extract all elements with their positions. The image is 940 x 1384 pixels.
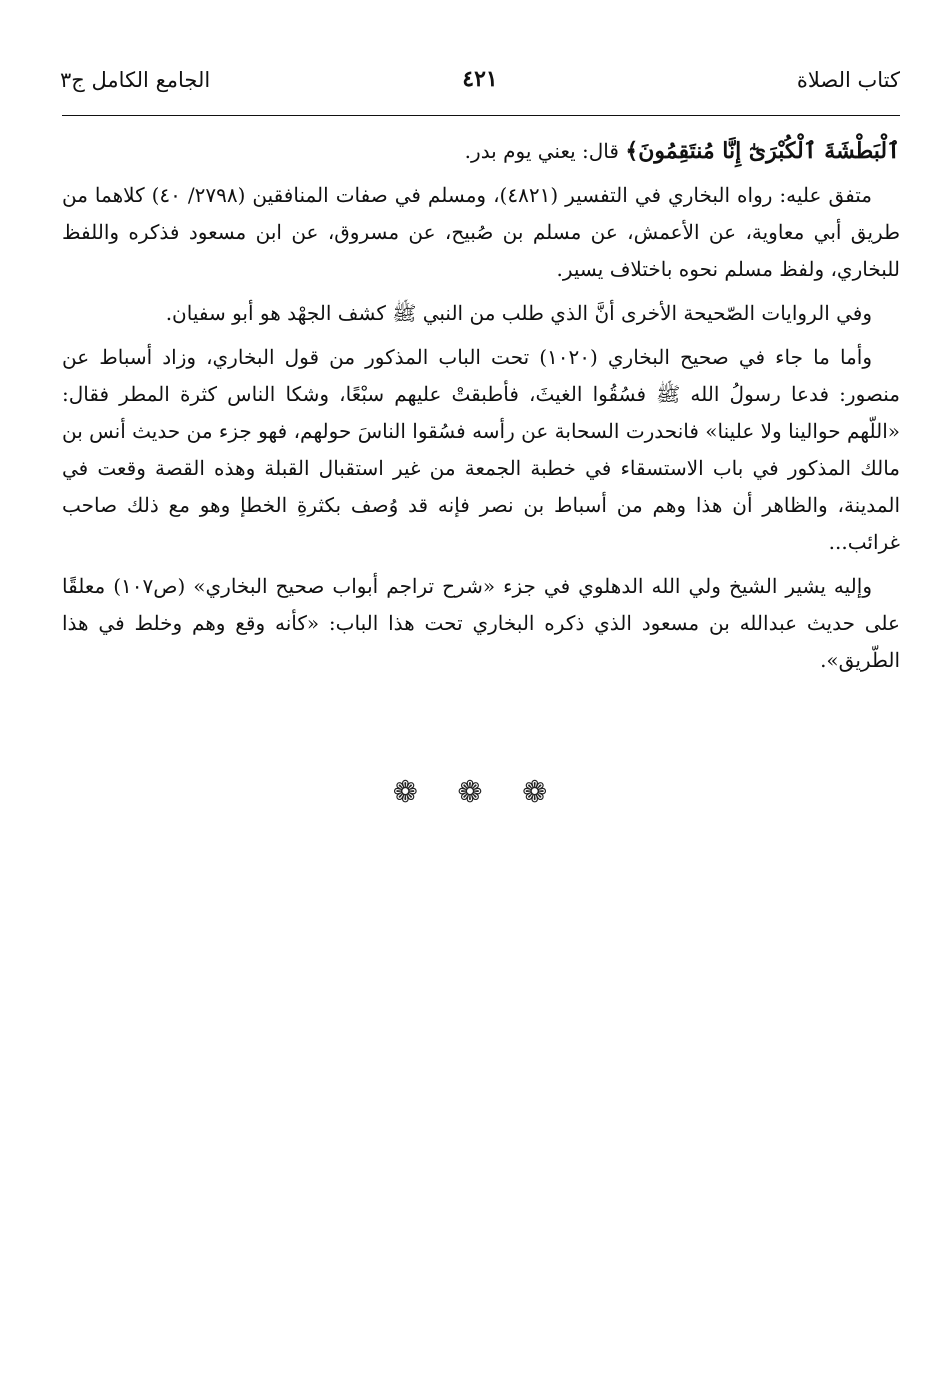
verse-comment: قال: يعني يوم بدر. [464, 139, 626, 163]
paragraph-bukhari-note: وأما ما جاء في صحيح البخاري (١٠٢٠) تحت الباب المذكور من قول البخاري، وزاد أسباط عن منصور: فدعا رسولُ الله ﷺ فسُقُوا الغيثَ، فأطبقتْ عليهم سبْعًا، وشكا الناس كثرة المطر فقال: «اللّهم حوالينا ولا علينا» فانحدرت السحابة عن رأسه فسُقوا الناسَ حولهم، فهو جزء من حديث أنس بن مالك المذكور في باب الاستسقاء في خطبة الجمعة من غير استقبال القبلة وهذه القصة وقعت في المدينة، والظاهر أن هذا وهم من أسباط بن نصر فإنه قد وُصف بكثرةِ الخطإ وهو مع ذلك صاحب غرائب... [62, 345, 900, 554]
volume-title: الجامع الكامل ج٣ [60, 68, 211, 92]
verse-paragraph [62, 133, 900, 170]
page-number: ٤٢١ [462, 66, 498, 92]
running-header [60, 62, 900, 102]
paragraph-other-narrations: وفي الروايات الصّحيحة الأخرى أنَّ الذي طلب من النبي ﷺ كشف الجهْد هو أبو سفيان. [165, 301, 872, 325]
paragraph-takhrij: متفق عليه: رواه البخاري في التفسير (٤٨٢١)، ومسلم في صفات المنافقين (٢٧٩٨/ ٤٠) كلاهما من طريق أبي معاوية، عن الأعمش، عن مسلم بن صُبيح، عن مسروق، عن ابن مسعود فذكره واللفظ للبخاري، ولفظ مسلم نحوه باختلاف يسير. [62, 183, 900, 281]
section-end-ornament [0, 775, 940, 810]
book-section-title: كتاب الصلاة [796, 68, 900, 92]
quran-verse: ٱلْبَطْشَةَ ٱلْكُبْرَىٰٓ إِنَّا مُنتَقِمُونَ﴾ [625, 138, 900, 164]
main-text [62, 133, 900, 686]
flower-ornament-icon: ❁ [457, 775, 483, 810]
flower-ornament-icon: ❁ [392, 775, 418, 810]
header-divider [62, 115, 900, 116]
paragraph-dehlawi-note: وإليه يشير الشيخ ولي الله الدهلوي في جزء «شرح تراجم أبواب صحيح البخاري» (ص١٠٧) معلقًا على حديث عبدالله بن مسعود الذي ذكره البخاري تحت هذا الباب: «كأنه وقع وهم وخلط في هذا الطّريق». [62, 574, 900, 672]
flower-ornament-icon: ❁ [522, 775, 548, 810]
